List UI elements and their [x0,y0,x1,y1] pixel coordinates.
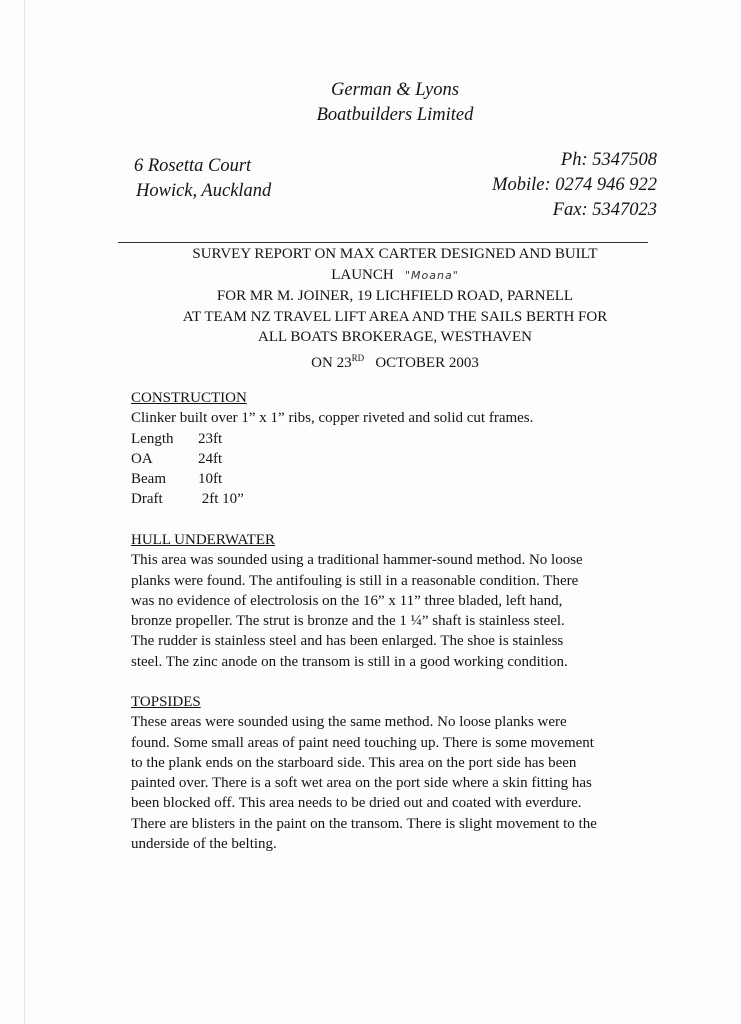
title-launch: LAUNCH [331,266,394,283]
title-line: SURVEY REPORT ON MAX CARTER DESIGNED AND BUILT [192,246,598,262]
letterhead-company [0,78,741,128]
paragraph-line: The rudder is stainless steel and has been enlarged. The shoe is stainless [131,633,564,650]
report-title [0,244,741,373]
company-subtitle: Boatbuilders Limited [316,105,474,125]
spec-value: 2ft 10” [198,491,244,508]
spec-row [131,429,533,449]
spec-row [131,489,533,509]
paragraph-line: These areas were sounded using the same method. No loose planks were [131,714,567,731]
address-line: 6 Rosetta Court [134,156,252,176]
paragraph-line: Clinker built over 1” x 1” ribs, copper riveted and solid cut frames. [131,410,534,427]
phone-number: Ph: 5347508 [560,150,657,170]
section-construction [131,388,533,510]
spec-row [131,469,533,489]
spec-label: Beam [131,471,166,488]
spec-label: OA [131,450,153,467]
title-line [0,265,741,287]
paragraph-line: found. Some small areas of paint need touching up. There is some movement [131,734,594,751]
company-name: German & Lyons [331,80,459,100]
mobile-number: Mobile: 0274 946 922 [492,175,657,195]
fax-number: Fax: 5347023 [552,200,657,220]
section-hull-underwater [131,530,583,672]
spec-value: 23ft [198,430,223,447]
divider [118,242,648,243]
spec-value: 24ft [198,450,223,467]
address-line: Howick, Auckland [136,181,272,201]
paragraph-line: been blocked off. This area needs to be dried out and coated with everdure. [131,795,582,812]
letterhead-address [134,154,271,204]
paragraph-line: painted over. There is a soft wet area on the port side where a skin fitting has [131,775,592,792]
spec-label: Draft [131,491,163,508]
date-suffix: RD [351,352,365,363]
paragraph-line: to the plank ends on the starboard side. This area on the port side has been [131,754,577,771]
spec-row [131,449,533,469]
section-topsides [131,692,597,854]
title-line: ALL BOATS BROKERAGE, WESTHAVEN [258,329,532,345]
title-line: FOR MR M. JOINER, 19 LICHFIELD ROAD, PARNELL [216,288,574,304]
spec-label: Length [131,430,174,447]
title-date [0,348,741,374]
letterhead-contacts [492,148,657,223]
boat-name-handwritten: "Moana" [404,268,459,282]
paragraph-line: underside of the belting. [131,836,277,853]
section-heading: CONSTRUCTION [131,390,247,406]
paragraph-line: There are blisters in the paint on the transom. There is slight movement to the [131,815,597,832]
paragraph-line: steel. The zinc anode on the transom is still in a good working condition. [131,653,568,670]
section-heading: TOPSIDES [131,694,201,710]
date-month-year: OCTOBER 2003 [375,354,479,371]
section-heading: HULL UNDERWATER [131,532,276,548]
paragraph-line: This area was sounded using a traditional hammer-sound method. No loose [131,552,583,569]
spec-value: 10ft [198,471,223,488]
paragraph-line: planks were found. The antifouling is still in a reasonable condition. There [131,572,579,589]
paragraph-line: was no evidence of electrolosis on the 16” x 11” three bladed, left hand, [131,592,563,609]
paragraph-line: bronze propeller. The strut is bronze and the 1 ¼” shaft is stainless steel. [131,613,565,630]
title-line: AT TEAM NZ TRAVEL LIFT AREA AND THE SAILS BERTH FOR [182,308,608,325]
date-day: ON 23 [311,354,352,371]
scan-edge [24,0,25,1024]
